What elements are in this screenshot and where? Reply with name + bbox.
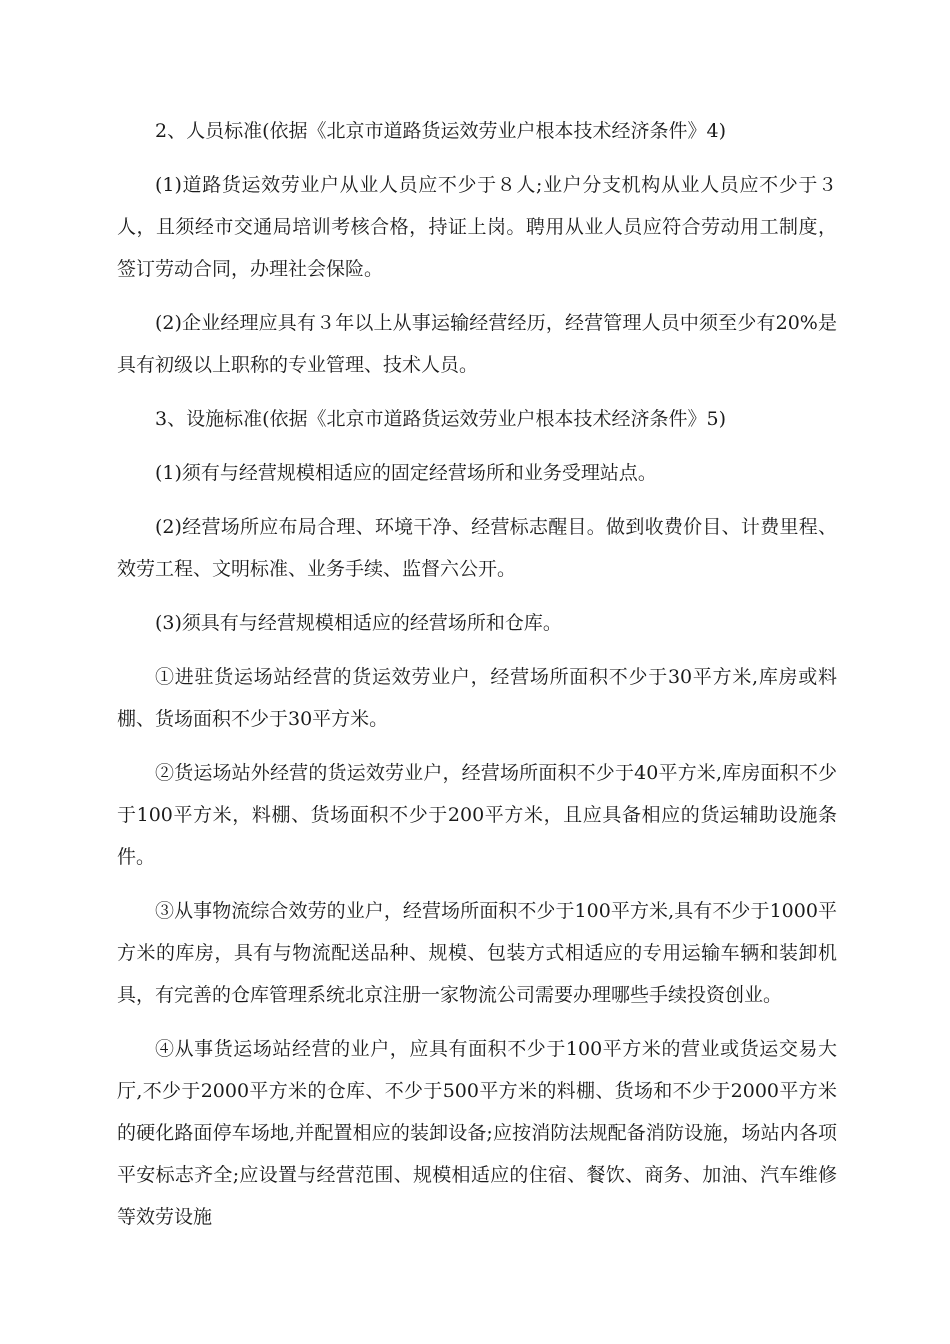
- paragraph-staff-count: (1)道路货运效劳业户从业人员应不少于８人;业户分支机构从业人员应不少于３人，且须经市交通局培训考核合格，持证上岗。聘用从业人员应符合劳动用工制度，签订劳动合同，办理社会保险。: [117, 174, 837, 280]
- paragraph-item-1: ①进驻货运场站经营的货运效劳业户，经营场所面积不少于30平方米,库房或料棚、货场面积不少于30平方米。: [117, 666, 837, 730]
- paragraph-personnel-standard-heading: 2、人员标准(依据《北京市道路货运效劳业户根本技术经济条件》4): [155, 120, 727, 142]
- document-body: [117, 110, 837, 1250]
- paragraph-item-4: ④从事货运场站经营的业户，应具有面积不少于100平方米的营业或货运交易大厅,不少于2000平方米的仓库、不少于500平方米的料棚、货场和不少于2000平方米的硬化路面停车场地,并配置相应的装卸设备;应按消防法规配备消防设施，场站内各项平安标志齐全;应设置与经营范围、规模相适应的住宿、餐饮、商务、加油、汽车维修等效劳设施: [117, 1038, 837, 1228]
- paragraph-manager-experience: (2)企业经理应具有３年以上从事运输经营经历，经营管理人员中须至少有20%是具有初级以上职称的专业管理、技术人员。: [117, 312, 837, 376]
- paragraph-premises-warehouse: (3)须具有与经营规模相适应的经营场所和仓库。: [155, 612, 562, 634]
- paragraph-item-2: ②货运场站外经营的货运效劳业户，经营场所面积不少于40平方米,库房面积不少于100平方米，料棚、货场面积不少于200平方米，且应具备相应的货运辅助设施条件。: [117, 762, 837, 868]
- paragraph-facility-standard-heading: 3、设施标准(依据《北京市道路货运效劳业户根本技术经济条件》5): [155, 408, 727, 430]
- paragraph-item-3: ③从事物流综合效劳的业户，经营场所面积不少于100平方米,具有不少于1000平方米的库房，具有与物流配送品种、规模、包装方式相适应的专用运输车辆和装卸机具，有完善的仓库管理系统北京注册一家物流公司需要办理哪些手续投资创业。: [117, 900, 837, 1006]
- paragraph-fixed-premises: (1)须有与经营规模相适应的固定经营场所和业务受理站点。: [155, 462, 657, 484]
- paragraph-premises-layout: (2)经营场所应布局合理、环境干净、经营标志醒目。做到收费价目、计费里程、效劳工程、文明标准、业务手续、监督六公开。: [117, 516, 837, 580]
